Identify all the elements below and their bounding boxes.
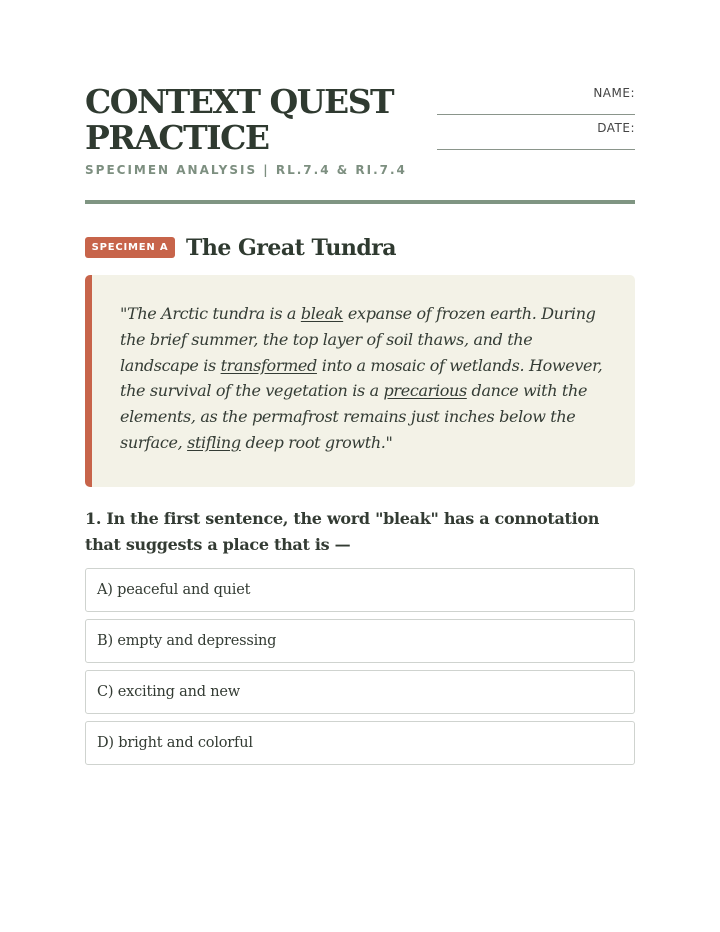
vocab-word: stifling xyxy=(187,432,241,452)
worksheet-header xyxy=(85,84,635,204)
vocab-word: transformed xyxy=(220,355,317,375)
passage-segment: into a mosaic of wetlands. However, the survival of the vegetation is a xyxy=(120,355,603,401)
answer-option-c[interactable]: C) exciting and new xyxy=(85,670,635,714)
passage-segment: dance with the elements, as the permafrost remains just inches below the surface, xyxy=(120,381,588,452)
answer-option-b[interactable]: B) empty and depressing xyxy=(85,619,635,663)
vocab-word: precarious xyxy=(383,381,467,401)
specimen-title: The Great Tundra xyxy=(186,235,397,261)
passage-segment: expanse of frozen earth. During the brief summer, the top layer of soil thaws, and the landscape is xyxy=(120,304,596,375)
passage-box xyxy=(85,275,635,487)
name-field[interactable] xyxy=(437,87,635,115)
passage-text xyxy=(120,301,609,456)
answer-option-a[interactable]: A) peaceful and quiet xyxy=(85,568,635,612)
date-label: DATE: xyxy=(597,121,635,135)
vocab-word: bleak xyxy=(300,304,344,323)
passage-segment: deep root growth." xyxy=(240,432,393,452)
page-title: CONTEXT QUEST PRACTICE xyxy=(85,82,394,157)
page-subtitle: SPECIMEN ANALYSIS | RL.7.4 & RI.7.4 xyxy=(85,163,407,177)
date-field[interactable] xyxy=(437,122,635,150)
specimen-heading xyxy=(85,232,635,264)
answer-option-d[interactable]: D) bright and colorful xyxy=(85,721,635,765)
specimen-badge: SPECIMEN A xyxy=(85,237,175,258)
name-label: NAME: xyxy=(593,86,635,100)
question-text: 1. In the first sentence, the word "bleak" has a connotation that suggests a place that is — xyxy=(85,509,600,554)
header-divider xyxy=(85,200,635,204)
answer-options xyxy=(85,568,635,772)
passage-segment: "The Arctic tundra is a xyxy=(120,304,301,323)
